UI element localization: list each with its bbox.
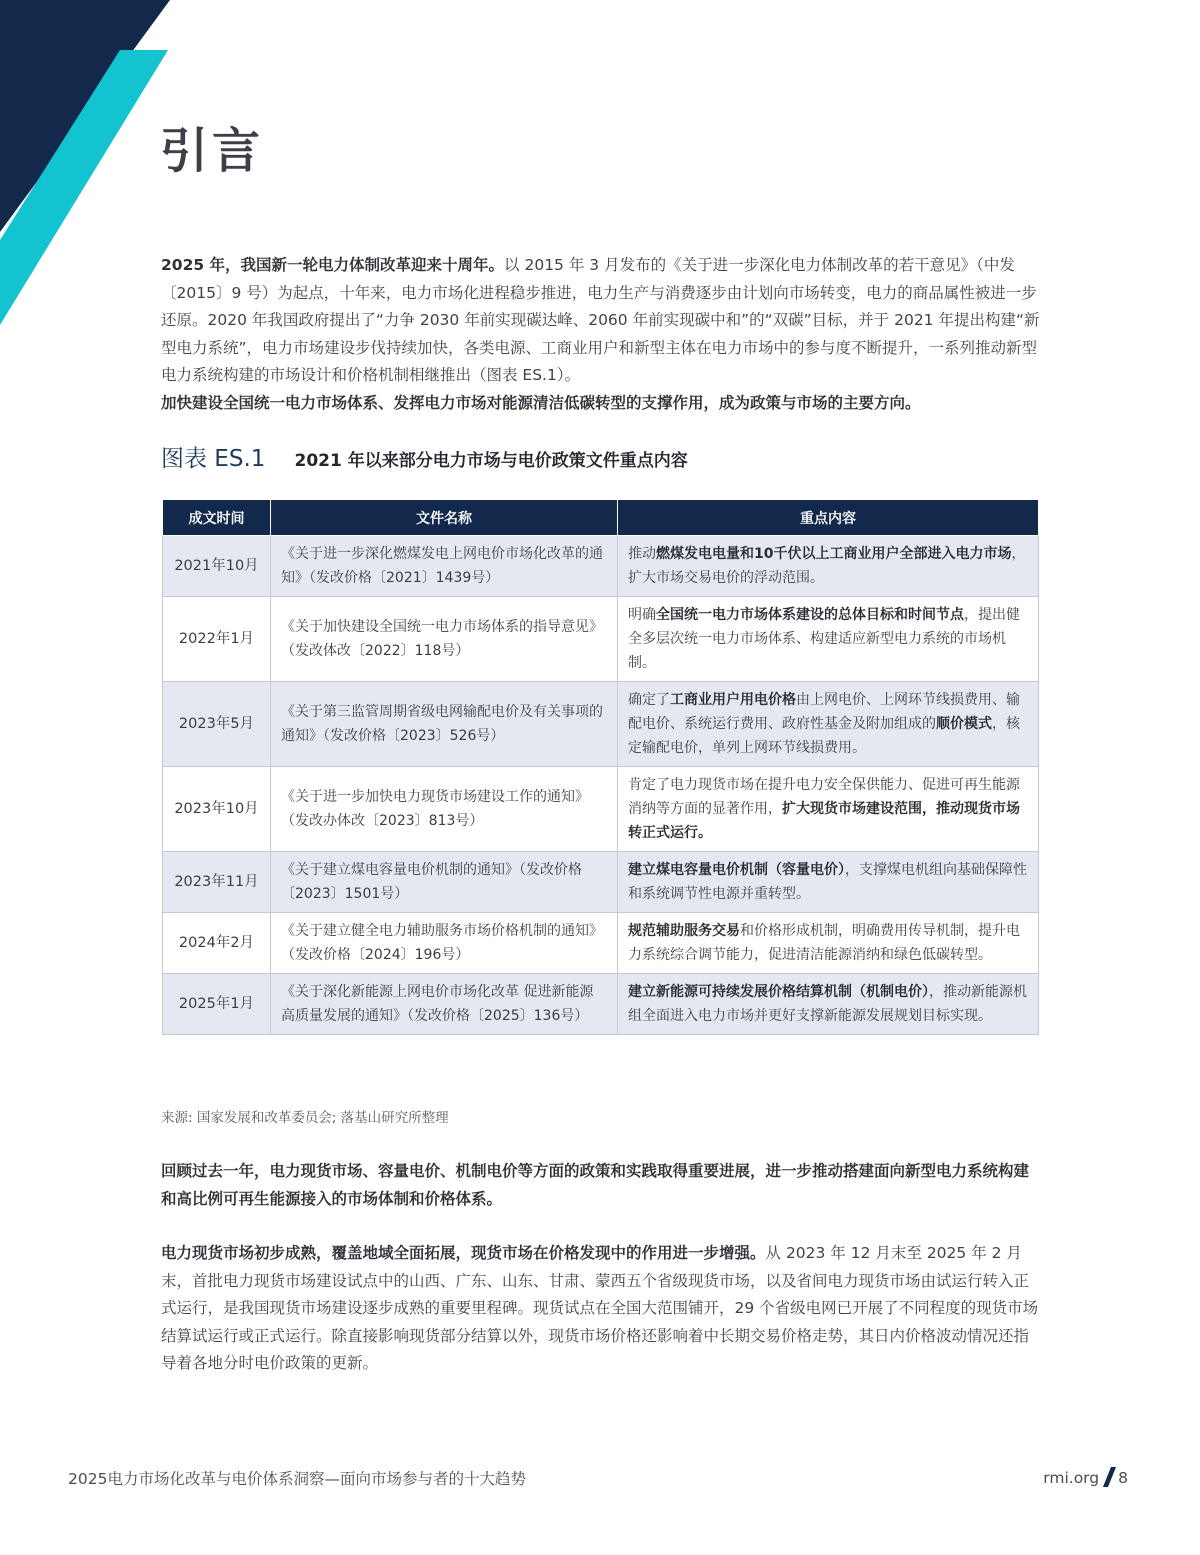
date-cell: 2023年5月 [163,682,271,767]
table-row [163,852,1039,913]
date-cell: 2023年11月 [163,852,271,913]
figure-title: 2021 年以来部分电力市场与电价政策文件重点内容 [294,451,688,471]
key-points-cell: 确定了工商业用户用电价格由上网电价、上网环节线损费用、输配电价、系统运行费用、政府性基金及附加组成的顺价模式，核定输配电价，单列上网环节线损费用。 [618,682,1039,767]
column-header-key-points: 重点内容 [618,500,1039,536]
figure-heading [161,440,688,470]
document-cell: 《关于建立健全电力辅助服务市场价格机制的通知》（发改价格〔2024〕196号） [271,913,618,974]
corner-stripe-decoration [0,0,180,330]
figure-number: 图表 ES.1 [161,446,266,472]
figure-source: 来源: 国家发展和改革委员会; 落基山研究所整理 [161,1110,449,1126]
intro-paragraph [161,252,1041,417]
table-row [163,974,1039,1035]
footer-page-info [1043,1467,1128,1487]
table-row [163,682,1039,767]
table-header-row [163,500,1039,536]
key-points-cell: 推动燃煤发电电量和10千伏以上工商业用户全部进入电力市场，扩大市场交易电价的浮动范围。 [618,536,1039,597]
key-points-cell: 建立新能源可持续发展价格结算机制（机制电价），推动新能源机组全面进入电力市场并更好支撑新能源发展规划目标实现。 [618,974,1039,1035]
spot-market-paragraph [161,1240,1041,1378]
footer-site-link[interactable]: rmi.org [1043,1469,1100,1487]
table-row [163,767,1039,852]
date-cell: 2022年1月 [163,597,271,682]
key-points-cell: 明确全国统一电力市场体系建设的总体目标和时间节点，提出健全多层次统一电力市场体系、构建适应新型电力系统的市场机制。 [618,597,1039,682]
date-cell: 2024年2月 [163,913,271,974]
key-points-cell: 规范辅助服务交易和价格形成机制，明确费用传导机制，提升电力系统综合调节能力，促进清洁能源消纳和绿色低碳转型。 [618,913,1039,974]
slash-separator-icon [1103,1467,1116,1487]
intro-bold-lead: 2025 年，我国新一轮电力体制改革迎来十周年。 [161,256,505,274]
table-row [163,597,1039,682]
document-cell: 《关于进一步加快电力现货市场建设工作的通知》（发改办体改〔2023〕813号） [271,767,618,852]
spot-bold-lead: 电力现货市场初步成熟，覆盖地域全面拓展，现货市场在价格发现中的作用进一步增强。 [161,1244,766,1262]
review-text: 回顾过去一年，电力现货市场、容量电价、机制电价等方面的政策和实践取得重要进展，进一步推动搭建面向新型电力系统构建和高比例可再生能源接入的市场体制和价格体系。 [161,1162,1030,1208]
date-cell: 2025年1月 [163,974,271,1035]
page-title: 引言 [160,123,265,179]
column-header-document: 文件名称 [271,500,618,536]
key-points-cell: 肯定了电力现货市场在提升电力安全保供能力、促进可再生能源消纳等方面的显著作用，扩大现货市场建设范围，推动现货市场转正式运行。 [618,767,1039,852]
table-row [163,913,1039,974]
policy-table [162,499,1039,1035]
intro-bold-tail: 加快建设全国统一电力市场体系、发挥电力市场对能源清洁低碳转型的支撑作用，成为政策与市场的主要方向。 [161,393,921,412]
document-cell: 《关于第三监管周期省级电网输配电价及有关事项的通知》（发改价格〔2023〕526号） [271,682,618,767]
table-row [163,536,1039,597]
date-cell: 2023年10月 [163,767,271,852]
spot-text: 从 2023 年 12 月末至 2025 年 2 月末，首批电力现货市场建设试点中的山西、广东、山东、甘肃、蒙西五个省级现货市场，以及省间电力现货市场由试运行转入正式运行，是我国现货市场建设逐步成熟的重要里程碑。现货试点在全国大范围铺开，29 个省级电网已开展了不同程度的现货市场结算试运行或正式运行。除直接影响现货部分结算以外，现货市场价格还影响着中长期交易价格走势，其日内价格波动情况还指导着各地分时电价政策的更新。 [161,1244,1039,1372]
footer-report-title: 2025电力市场化改革与电价体系洞察—面向市场参与者的十大趋势 [68,1470,526,1488]
page-number: 8 [1118,1469,1128,1487]
date-cell: 2021年10月 [163,536,271,597]
document-cell: 《关于建立煤电容量电价机制的通知》（发改价格〔2023〕1501号） [271,852,618,913]
document-cell: 《关于加快建设全国统一电力市场体系的指导意见》（发改体改〔2022〕118号） [271,597,618,682]
intro-text: 以 2015 年 3 月发布的《关于进一步深化电力体制改革的若干意见》（中发〔2015〕9 号）为起点，十年来，电力市场化进程稳步推进，电力生产与消费逐步由计划向市场转变，电力的商品属性被进一步还原。2020 年我国政府提出了“力争 2030 年前实现碳达峰、2060 年前实现碳中和”的“双碳”目标，并于 2021 年提出构建“新型电力系统”，电力市场建设步伐持续加快，各类电源、工商业用户和新型主体在电力市场中的参与度不断提升，一系列推动新型电力系统构建的市场设计和价格机制相继推出（图表 ES.1）。 [161,256,1040,384]
column-header-date: 成文时间 [163,500,271,536]
review-paragraph [161,1158,1041,1213]
key-points-cell: 建立煤电容量电价机制（容量电价），支撑煤电机组向基础保障性和系统调节性电源并重转型。 [618,852,1039,913]
document-cell: 《关于深化新能源上网电价市场化改革 促进新能源高质量发展的通知》（发改价格〔2025〕136号） [271,974,618,1035]
document-cell: 《关于进一步深化燃煤发电上网电价市场化改革的通知》（发改价格〔2021〕1439号） [271,536,618,597]
